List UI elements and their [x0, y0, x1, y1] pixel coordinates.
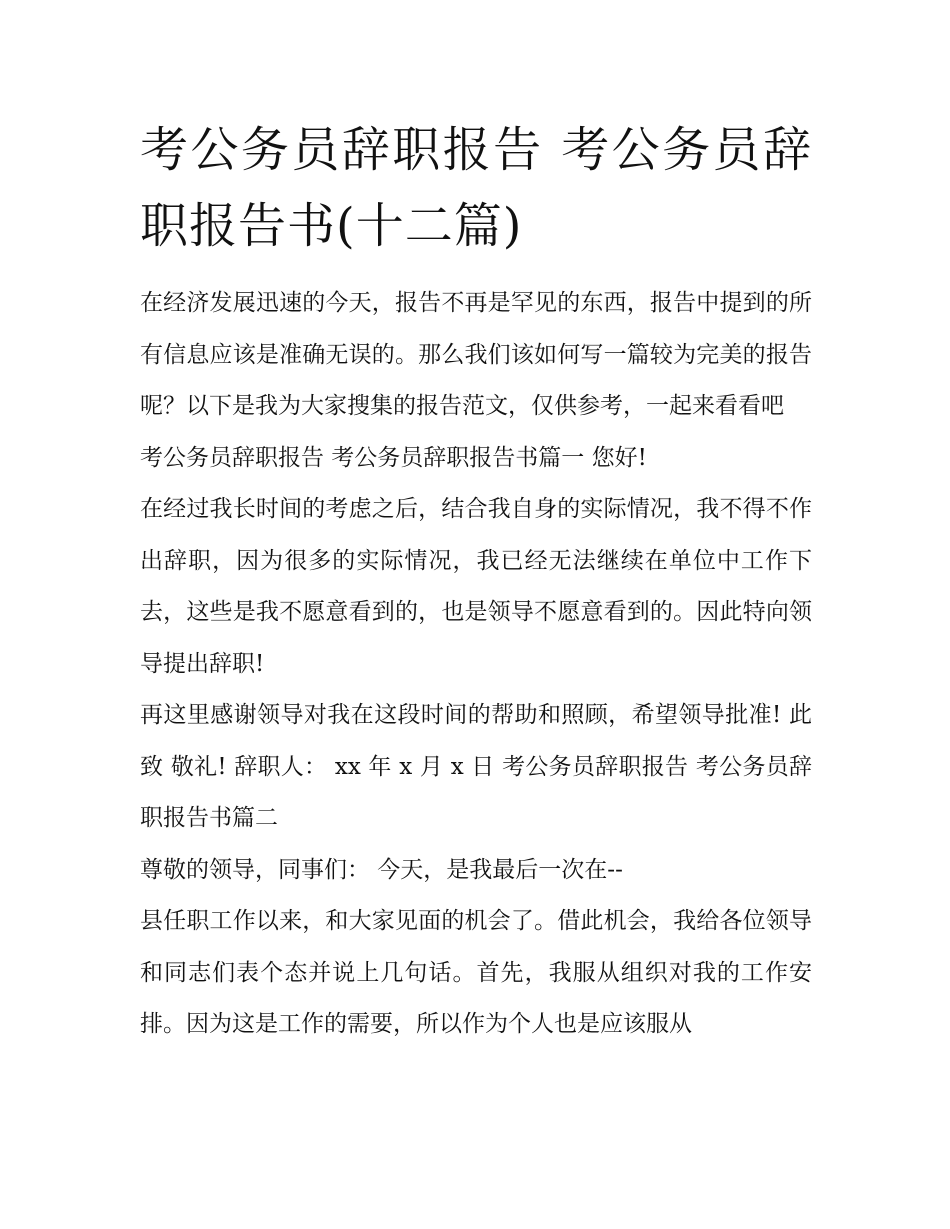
paragraph-greeting: 尊敬的领导，同事们： 今天，是我最后一次在--: [140, 856, 623, 883]
document-body: [140, 112, 812, 1051]
document-title: 考公务员辞职报告 考公务员辞职报告书(十二篇): [140, 122, 812, 254]
paragraph-thanks-and-signature: 再这里感谢领导对我在这段时间的帮助和照顾，希望领导批准! 此致 敬礼! 辞职人： xx 年 x 月 x 日 考公务员辞职报告 考公务员辞职报告书篇二: [140, 702, 812, 831]
paragraph-intro: 在经济发展迅速的今天，报告不再是罕见的东西，报告中提到的所有信息应该是准确无误的。那么我们该如何写一篇较为完美的报告呢？以下是我为大家搜集的报告范文，仅供参考，一起来看看吧: [140, 290, 812, 419]
paragraph-farewell-speech: 县任职工作以来，和大家见面的机会了。借此机会，我给各位领导和同志们表个态并说上几句话。首先，我服从组织对我的工作安排。因为这是工作的需要，所以作为个人也是应该服从: [140, 908, 812, 1037]
paragraph-section-one-heading: 考公务员辞职报告 考公务员辞职报告书篇一 您好!: [140, 444, 647, 471]
paragraph-resignation-reason: 在经过我长时间的考虑之后，结合我自身的实际情况，我不得不作出辞职，因为很多的实际情况，我已经无法继续在单位中工作下去，这些是我不愿意看到的，也是领导不愿意看到的。因此特向领导提出辞职!: [140, 496, 812, 677]
